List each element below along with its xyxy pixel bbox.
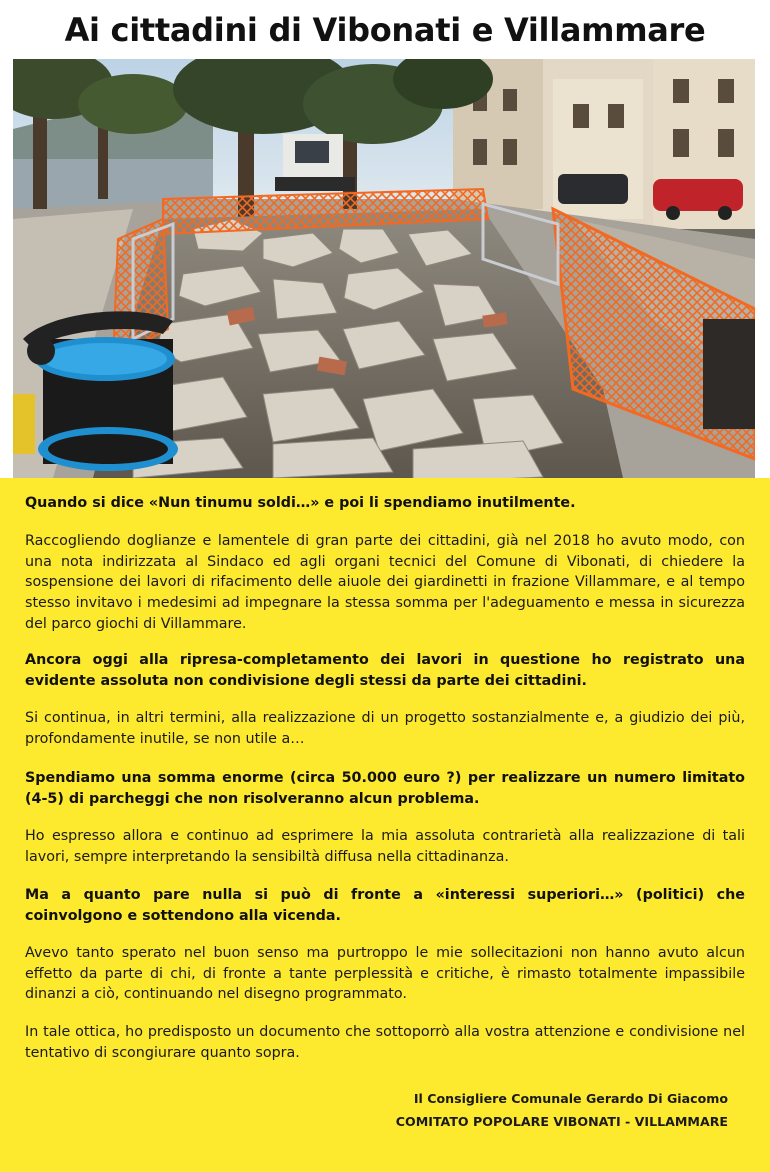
paragraph-3: Si continua, in altri termini, alla realizzazione di un progetto sostanzialmente e, a giudizio dei più, profondamente inutile, se non utile a…: [25, 710, 745, 747]
paragraph-4: Spendiamo una somma enorme (circa 50.000 euro ?) per realizzare un numero limitato (4-5) di parcheggi che non risolveranno alcun problema.: [25, 770, 745, 807]
paragraph-6: Ma a quanto pare nulla si può di fronte a «interessi superiori…» (politici) che coinvolgono e sottendono alla vicenda.: [25, 887, 745, 924]
paragraph-1: Raccogliendo doglianze e lamentele di gran parte dei cittadini, già nel 2018 ho avuto modo, con una nota indirizzata al Sindaco ed agli organi tecnici del Comune di Vibonati, di chiedere la sospensione dei lavori di rifacimento delle aiuole dei giardinetti in frazione Villammare, e al tempo stesso invitavo i medesimi ad impegnare la stessa somma per l'adeguamento e messa in sicurezza del parco giochi di Villammare.: [25, 533, 745, 632]
signature-committee: COMITATO POPOLARE VIBONATI - VILLAMMARE: [395, 1114, 728, 1129]
text-panel: [0, 478, 770, 1172]
headline: Quando si dice «Nun tinumu soldi…» e poi li spendiamo inutilmente.: [25, 495, 576, 511]
paragraph-5: Ho espresso allora e continuo ad esprimere la mia assoluta contrarietà alla realizzazione di tali lavori, sempre interpretando la sensibiltà diffusa nella cittadinanza.: [25, 828, 745, 865]
page-title: Ai cittadini di Vibonati e Villammare: [64, 11, 706, 49]
construction-rubble-photo: [13, 59, 755, 478]
signature-name: Il Consigliere Comunale Gerardo Di Giacomo: [413, 1091, 728, 1106]
paragraph-8: In tale ottica, ho predisposto un documento che sottoporrò alla vostra attenzione e condivisione nel tentativo di scongiurare quanto sopra.: [25, 1024, 745, 1061]
paragraph-7: Avevo tanto sperato nel buon senso ma purtroppo le mie sollecitazioni non hanno avuto alcun effetto da parte di chi, di fronte a tante perplessità e critiche, è rimasto totalmente impassibile dinanzi a ciò, continuando nel disegno programmato.: [25, 945, 745, 1003]
paragraph-2: Ancora oggi alla ripresa-completamento dei lavori in questione ho registrato una evidente assoluta non condivisione degli stessi da parte dei cittadini.: [25, 652, 745, 689]
